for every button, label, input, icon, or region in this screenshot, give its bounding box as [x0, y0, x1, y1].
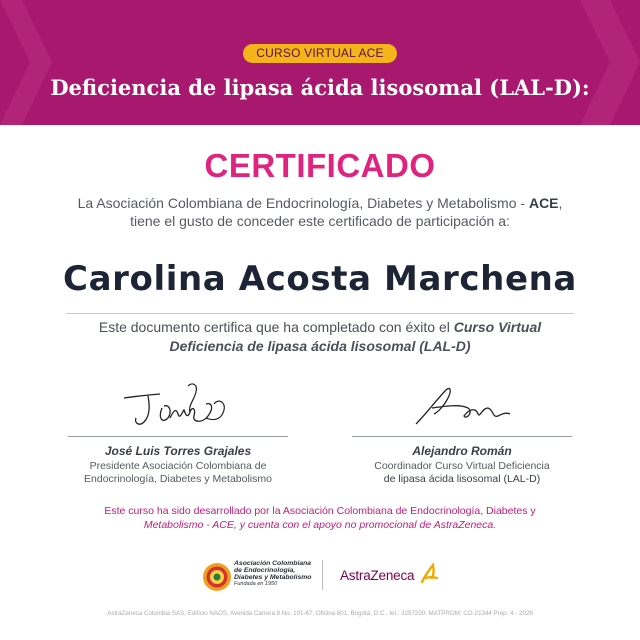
- signature-line: [68, 436, 288, 437]
- ace-logo: [202, 558, 312, 594]
- completion-course-line2: Deficiencia de lipasa ácida lisosomal (LAL-D): [169, 338, 471, 354]
- ace-logo-line1: Asociación Colombiana: [234, 560, 312, 567]
- name-divider: [66, 313, 574, 314]
- astrazeneca-symbol-icon: [419, 562, 439, 586]
- intro-text: [40, 194, 600, 230]
- ace-seal-icon: [202, 562, 232, 592]
- ace-logo-founded: Fundada en 1950: [234, 581, 278, 587]
- astrazeneca-wordmark: AstraZeneca: [340, 568, 415, 583]
- intro-line2: tiene el gusto de conceder este certificado de participación a:: [130, 213, 510, 229]
- signer-role-line1: Presidente Asociación Colombiana de: [89, 460, 267, 472]
- recipient-name: Carolina Acosta Marchena: [63, 259, 577, 299]
- development-note-line1: Este curso ha sido desarrollado por la Asociación Colombiana de Endocrinología, Diabetes y: [104, 505, 536, 517]
- intro-line1-suffix: ,: [558, 195, 563, 211]
- ace-logo-line2: de Endocrinología,: [234, 567, 296, 574]
- signature-block-president: [68, 378, 288, 486]
- certificate-title: CERTIFICADO: [204, 147, 436, 184]
- handwritten-signature-president: [118, 378, 238, 434]
- astrazeneca-logo: [340, 562, 440, 590]
- logo-divider: [322, 560, 323, 590]
- footer-legal-text: AstraZeneca Colombia SAS, Edificio NAOS, Avenida Carrera 9 No. 101-67, Oficina 601, Bogotá, D.C., tel.: 3257200. MATPROM: CO-21344 Prep: 4 - 2026: [107, 610, 533, 617]
- header-banner: [0, 0, 640, 125]
- development-note-line2: Metabolismo - ACE, y cuenta con el apoyo no promocional de AstraZeneca.: [143, 519, 497, 531]
- intro-line1-bold: ACE: [528, 195, 559, 211]
- completion-text: [40, 318, 600, 356]
- signer-role-line2: de lipasa ácida lisosomal (LAL-D): [383, 473, 541, 485]
- completion-course-line1: Curso Virtual: [453, 319, 542, 335]
- signer-role-line2: Endocrinología, Diabetes y Metabolismo: [84, 473, 272, 485]
- course-title: Deficiencia de lipasa ácida lisosomal (LAL-D):: [50, 75, 590, 100]
- chevron-decoration-left: [0, 0, 60, 125]
- logos-row: [0, 556, 640, 596]
- completion-prefix: Este documento certifica que ha completado con éxito el: [98, 319, 454, 335]
- development-note: [60, 504, 580, 532]
- signer-role: [352, 460, 572, 486]
- handwritten-signature-coordinator: [402, 378, 522, 434]
- signer-name: José Luis Torres Grajales: [104, 444, 252, 458]
- signer-role: [68, 460, 288, 486]
- chevron-decoration-right: [570, 0, 640, 125]
- course-badge: CURSO VIRTUAL ACE: [243, 44, 397, 63]
- signer-name: Alejandro Román: [412, 444, 512, 458]
- signature-line: [352, 436, 572, 437]
- signature-block-coordinator: [352, 378, 572, 486]
- ace-logo-text: [234, 560, 314, 588]
- ace-logo-line3: Diabetes y Metabolismo: [234, 574, 312, 581]
- signer-role-line1: Coordinador Curso Virtual Deficiencia: [374, 460, 550, 472]
- intro-line1-prefix: La Asociación Colombiana de Endocrinología, Diabetes y Metabolismo -: [77, 195, 529, 211]
